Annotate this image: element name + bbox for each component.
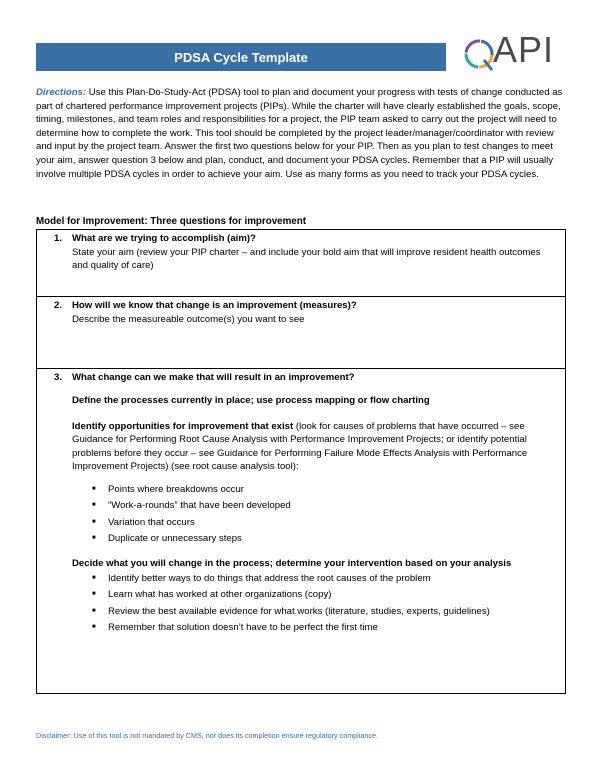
- question-2-title: [54, 299, 357, 312]
- question-text: What are we trying to accomplish (aim)?: [72, 233, 256, 244]
- question-3-title: [54, 371, 355, 384]
- question-number: 1.: [54, 233, 63, 244]
- define-processes: Define the processes currently in place; use process mapping or flow charting: [72, 395, 430, 406]
- page-title: [36, 43, 446, 71]
- identify-bold: Identify opportunities for improvement that exist: [72, 421, 294, 432]
- identify-text: (look for causes of problems that have occurred – see Guidance for Performing Root Cause Analysis with Performance Improvement Projects; or identify potential problems before they occur – see Guidance for Performing Failure Mode Effects Analysis with Performance Improvement Projects) (see root cause analysis tool):: [72, 421, 528, 473]
- directions-label: Directions:: [36, 87, 87, 98]
- identify-opportunities: [72, 420, 562, 474]
- directions-text: Use this Plan-Do-Study-Act (PDSA) tool to plan and document your progress with tests of change conducted as part of chartered performance improvement projects (PIPs). While the charter will have clearly established the goals, scope, timing, milestones, and team roles and responsibilities for a project, the PIP team asked to carry out the project will need to determine how to complete the work. This tool should be completed by the project leader/manager/coordinator with review and input by the project team. Answer the first two questions below for your PIP. Then as you plan to test changes to meet your aim, answer question 3 below and plan, conduct, and document your PDSA cycles. Remember that a PIP will usually involve multiple PDSA cycles in order to achieve your aim. Use as many forms as you need to track your PDSA cycles.: [36, 87, 563, 180]
- opportunities-list: [92, 483, 291, 548]
- list-item: ■ Duplicate or unnecessary steps: [92, 532, 291, 548]
- question-2-body: Describe the measureable outcome(s) you want to see: [72, 314, 305, 325]
- list-item: ■ Review the best available evidence for what works (literature, studies, experts, guidelines): [92, 605, 490, 621]
- question-1-body: State your aim (review your PIP charter – and include your bold aim that will improve resident health outcomes and quality of care): [72, 247, 541, 272]
- list-item: ■ Points where breakdowns occur: [92, 483, 291, 499]
- model-title: Model for Improvement: Three questions for improvement: [36, 216, 306, 227]
- disclaimer: Disclaimer: Use of this tool is not mandated by CMS, nor does its completion ensure regulatory compliance.: [36, 731, 378, 740]
- list-item: ■ Learn what has worked at other organizations (copy): [92, 588, 490, 604]
- title-text: PDSA Cycle Template: [174, 49, 308, 65]
- list-item: ■ Variation that occurs: [92, 516, 291, 532]
- question-1-title: [54, 232, 256, 245]
- question-2-box[interactable]: [36, 297, 566, 369]
- directions-paragraph: [36, 86, 564, 181]
- logo-text: API: [493, 29, 555, 70]
- question-number: 2.: [54, 300, 63, 311]
- list-item: ■ Identify better ways to do things that address the root causes of the problem: [92, 572, 490, 588]
- decide-list: [92, 572, 490, 637]
- question-3-box[interactable]: [36, 369, 566, 694]
- question-text: What change can we make that will result in an improvement?: [72, 372, 355, 383]
- list-item: ■ “Work-a-rounds” that have been developed: [92, 499, 291, 515]
- question-text: How will we know that change is an improvement (measures)?: [72, 300, 357, 311]
- question-1-box[interactable]: [36, 229, 566, 297]
- question-number: 3.: [54, 372, 63, 383]
- list-item: ■ Remember that solution doesn’t have to be perfect the first time: [92, 621, 490, 637]
- decide-change: Decide what you will change in the process; determine your intervention based on your analysis: [72, 558, 512, 569]
